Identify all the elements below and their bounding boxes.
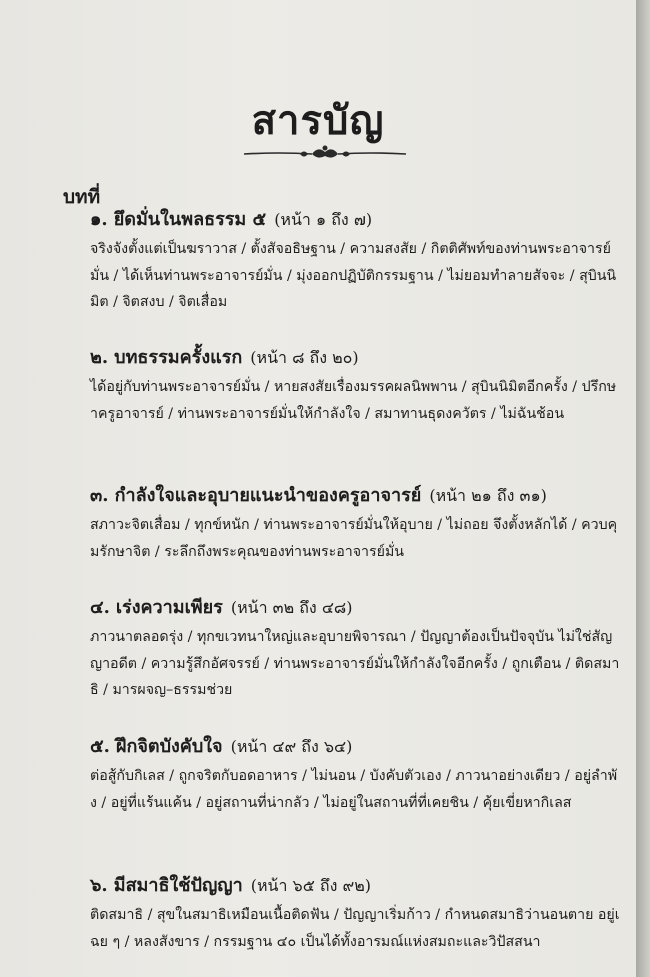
- chapter-number: ๕.: [90, 736, 110, 757]
- section-label: บทที่: [63, 186, 101, 208]
- chapter-number: ๔.: [90, 597, 110, 618]
- chapter-topics: ได้อยู่กับท่านพระอาจารย์มั่น / หายสงสัยเรื่องมรรคผลนิพพาน / สุบินนิมิตอีกครั้ง / ปรึกษาครูอาจารย์ / ท่านพระอาจารย์มั่นให้กำลังใจ / สมาทานธุดงควัตร / ไม่ฉันช้อน: [90, 379, 617, 422]
- chapter-title: เร่งความเพียร: [115, 597, 223, 618]
- chapter-topics: จริงจังตั้งแต่เป็นฆราวาส / ตั้งสัจอธิษฐาน / ความสงสัย / กิตติศัพท์ของท่านพระอาจารย์มั่น / ได้เห็นท่านพระอาจารย์มั่น / มุ่งออกปฏิบัติกรรมฐาน / ไม่ยอมทำลายสัจจะ / สุบินนิมิต / จิตสงบ / จิตเสื่อม: [90, 241, 617, 310]
- page-edge: [636, 0, 650, 977]
- chapter-entry: [90, 206, 620, 316]
- chapter-number: ๑.: [90, 209, 108, 230]
- chapter-number: ๒.: [90, 347, 109, 368]
- chapter-number: ๓.: [90, 485, 109, 506]
- chapter-topics: ภาวนาตลอดรุ่ง / ทุกขเวทนาใหญ่และอุบายพิจารณา / ปัญญาต้องเป็นปัจจุบัน ไม่ใช่สัญญาอดีต / ความรู้สึกอัศจรรย์ / ท่านพระอาจารย์มั่นให้กำลังใจอีกครั้ง / ถูกเตือน / ติดสมาธิ / มารผจญ–ธรรมช่วย: [90, 629, 620, 698]
- chapter-entry: [90, 594, 620, 704]
- chapter-title: ยึดมั่นในพลธรรม ๕: [113, 209, 267, 230]
- chapter-topics: สภาวะจิตเสื่อม / ทุกข์หนัก / ท่านพระอาจารย์มั่นให้อุบาย / ไม่ถอย จึงตั้งหลักได้ / ควบคุมรักษาจิต / ระลึกถึงพระคุณของท่านพระอาจารย์มั่น: [90, 517, 618, 560]
- chapter-topics: ติดสมาธิ / สุขในสมาธิเหมือนเนื้อติดฟัน / ปัญญาเริ่มก้าว / กำหนดสมาธิว่านอนตาย อยู่เฉย ๆ / หลงสังขาร / กรรมฐาน ๔๐ เป็นได้ทั้งอารมณ์แห่งสมถะและวิปัสสนา: [90, 907, 620, 950]
- chapter-title: บทธรรมครั้งแรก: [114, 347, 243, 368]
- chapter-pages: (หน้า ๑ ถึง ๗): [274, 210, 373, 229]
- chapter-pages: (หน้า ๒๑ ถึง ๓๑): [429, 486, 547, 505]
- chapter-entry: [90, 344, 620, 427]
- chapter-entry: [90, 482, 620, 565]
- chapter-entry: [90, 733, 620, 816]
- chapter-title: กำลังใจและอุบายแนะนำของครูอาจารย์: [114, 485, 422, 506]
- chapter-title: มีสมาธิใช้ปัญญา: [113, 875, 243, 896]
- chapter-pages: (หน้า ๘ ถึง ๒๐): [250, 348, 359, 367]
- chapter-pages: (หน้า ๓๒ ถึง ๔๘): [230, 598, 353, 617]
- page-title: สารบัญ: [251, 97, 385, 144]
- chapter-entry: [90, 872, 620, 955]
- chapter-title: ฝึกจิตบังคับใจ: [115, 736, 223, 757]
- chapter-pages: (หน้า ๔๙ ถึง ๖๔): [230, 737, 353, 756]
- divider-ornament-icon: [240, 142, 410, 164]
- chapter-pages: (หน้า ๖๕ ถึง ๙๒): [250, 876, 371, 895]
- chapter-number: ๖.: [90, 875, 108, 896]
- chapter-topics: ต่อสู้กับกิเลส / ถูกจริตกับอดอาหาร / ไม่นอน / บังคับตัวเอง / ภาวนาอย่างเดียว / อยู่ลำพัง / อยู่ที่แร้นแค้น / อยู่สถานที่น่ากลัว / ไม่อยู่ในสถานที่ที่เคยชิน / คุ้ยเขี่ยหากิเลส: [90, 768, 618, 811]
